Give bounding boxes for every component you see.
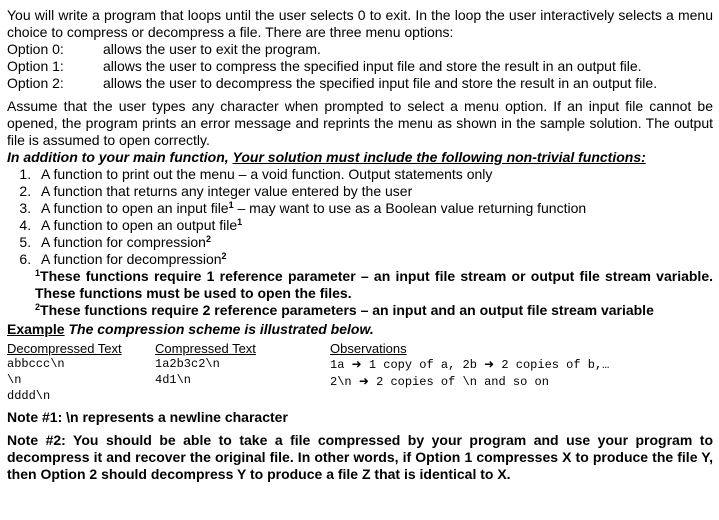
option-0-row [7,41,713,58]
footnote-ref: 2 [221,251,227,261]
observation-line: 2\n ➜ 2 copies of \n and so on [330,374,549,389]
assumption-paragraph: Assume that the user types any character when prompted to select a menu option. If an input file cannot be opened, the program prints an error message and reprints the menu as shown in the sample solution. The output file is assumed to open correctly. [7,98,713,148]
option-key: Option 2: [7,75,64,91]
compressed-column [155,341,330,404]
option-key: Option 1: [7,58,64,74]
option-key: Option 0: [7,41,64,57]
arrow-right-icon: ➜ [484,357,495,371]
example-heading [7,321,713,338]
example-caption: The compression scheme is illustrated below. [68,321,374,337]
arrow-right-icon: ➜ [358,374,369,388]
function-item: 2. A function that returns any integer value entered by the user [35,183,713,200]
footnote-ref: 1 [237,217,243,227]
code-line: 1a2b3c2\n [155,357,220,371]
footnote-2: $^2$These functions require 2 reference parameters – an input and an output file stream variable [35,302,654,318]
note-1: Note #1: \n represents a newline character [7,409,288,425]
note-2: Note #2: You should be able to take a file compressed by your program and use your program to decompress it and recover the original file. In other words, if Option 1 compresses X to produce the file Y, then Option 2 should decompress Y to produce a file Z that is identical to X. [7,432,713,482]
function-item: 6. A function for decompression$^2$ [35,251,713,268]
option-desc: allows the user to decompress the specified input file and store the result in an output file. [103,75,658,91]
footnote-ref: 2 [205,234,211,244]
function-item: 4. A function to open an output file$^1$ [35,217,713,234]
footnote-1: $^1$These functions require 1 reference parameter – an input file stream or output file stream variable. These functions must be used to open the files. [35,268,713,301]
assignment-document [7,7,713,483]
menu-options-list [7,41,713,92]
code-line: 4d1\n [155,373,192,387]
footnote-ref: 1 [228,200,234,210]
function-item: 3. A function to open an input file$^1$ – may want to use as a Boolean value returning function [35,200,713,217]
requirement-underlined: Your solution must include the following non-trivial functions: [232,149,646,165]
option-desc: allows the user to exit the program. [103,41,321,57]
decompressed-header: Decompressed Text [7,341,122,356]
function-item: 5. A function for compression$^2$ [35,234,713,251]
option-2-row [7,75,713,92]
requirement-lead: In addition to your main function, [7,149,229,165]
intro-paragraph: You will write a program that loops until the user selects 0 to exit. In the loop the user interactively selects a menu choice to compress or decompress a file. There are three menu options: [7,7,713,40]
requirement-heading [7,149,713,166]
function-item: 1. A function to print out the menu – a void function. Output statements only [35,166,713,183]
observation-line: 1a ➜ 1 copy of a, 2b ➜ 2 copies of b,… [330,357,610,372]
arrow-right-icon: ➜ [351,357,362,371]
example-label: Example [7,321,65,337]
compressed-header: Compressed Text [155,341,256,356]
option-1-row [7,58,713,75]
option-desc: allows the user to compress the specified input file and store the result in an output file. [103,58,642,74]
code-line: dddd\n [7,389,51,403]
decompressed-column [7,341,155,404]
code-line: abbccc\n [7,357,65,371]
required-functions-list [7,166,713,268]
observations-column [330,341,713,404]
code-line: \n [7,373,22,387]
observations-header: Observations [330,341,407,356]
example-table [7,341,713,404]
